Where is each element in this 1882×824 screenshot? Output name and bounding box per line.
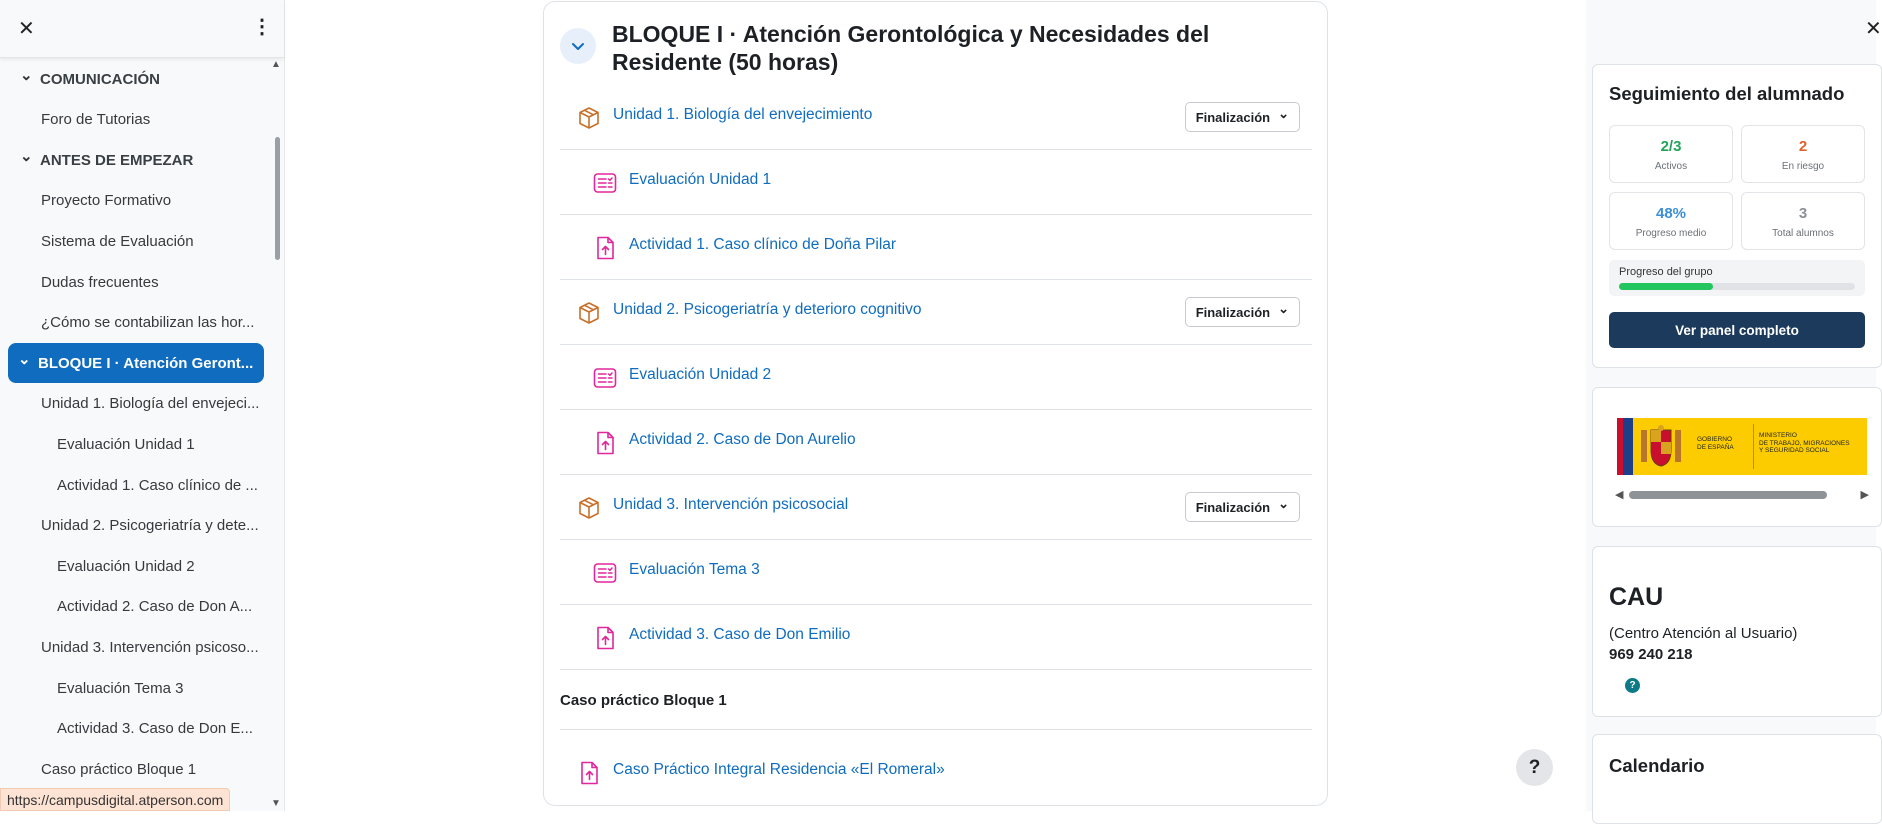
scroll-left-arrow-icon[interactable]: ◀ [1615,489,1624,501]
subsection-title: Caso práctico Bloque 1 [560,692,727,709]
quiz-icon[interactable] [592,365,618,391]
chevron-down-icon[interactable]: ⌄ [18,351,31,369]
activity-link[interactable]: Unidad 1. Biología del envejecimiento [613,106,873,123]
activity-row [560,475,1312,540]
nav-item-label: Sistema de Evaluación [41,232,194,250]
course-section-item[interactable] [0,140,272,180]
completion-label: Finalización [1195,304,1271,320]
assignment-upload-icon[interactable] [592,430,618,456]
nav-item-label: Caso práctico Bloque 1 [41,760,197,778]
activity-link[interactable]: Caso Práctico Integral Residencia «El Romeral» [613,761,945,778]
activity-row [560,85,1312,150]
activity-link[interactable]: Actividad 3. Caso de Don Emilio [629,626,851,643]
quiz-icon[interactable] [592,170,618,196]
progress-fill [1619,283,1713,290]
activity-link[interactable]: Actividad 1. Caso clínico de Doña Pilar [629,236,897,253]
course-index-item[interactable] [0,262,272,302]
chevron-down-icon [570,38,586,54]
nav-item-label: Proyecto Formativo [41,192,172,210]
collapse-section-button[interactable] [560,28,596,64]
blocks-drawer [1586,0,1882,811]
stat-label: Total alumnos [1772,228,1834,239]
stat-card [1609,125,1733,183]
course-index-item[interactable] [0,506,272,546]
completion-label: Finalización [1195,499,1271,515]
course-index-drawer [0,0,285,811]
quiz-icon[interactable] [592,560,618,586]
nav-item-label: COMUNICACIÓN [40,70,160,88]
activity-row [560,740,1312,805]
chevron-down-icon: ⌄ [1278,106,1289,121]
course-section-item[interactable] [0,59,272,99]
group-progress [1609,260,1865,296]
assignment-upload-icon[interactable] [592,235,618,261]
chevron-down-icon[interactable]: ⌄ [20,67,33,84]
activity-row [560,280,1312,345]
nav-item-label: ANTES DE EMPEZAR [40,151,194,169]
activity-link[interactable]: Unidad 2. Psicogeriatría y deterioro cognitivo [613,301,922,318]
course-index-item[interactable] [0,424,272,464]
stat-value: 2/3 [1660,138,1682,155]
eu-flag-stripe [1623,418,1633,475]
stat-label: En riesgo [1781,161,1825,172]
stat-card [1609,192,1733,250]
horizontal-scrollbar[interactable] [1615,488,1869,502]
scrollbar-thumb[interactable] [1629,491,1827,499]
nav-item-label: Evaluación Tema 3 [57,679,184,697]
cau-title: CAU [1609,583,1664,611]
nav-item-label: Dudas frecuentes [41,273,159,291]
course-index-item[interactable] [0,546,272,586]
logo-text-gobierno: GOBIERNO DE ESPAÑA [1697,436,1734,451]
divider [560,729,1312,730]
section-card [543,1,1328,806]
calendar-block [1592,734,1882,824]
calendar-title: Calendario [1609,755,1705,776]
package-icon[interactable] [576,495,602,521]
course-index-item[interactable] [0,465,272,505]
coat-of-arms-icon [1637,424,1685,470]
course-index-item[interactable] [0,668,272,708]
course-index-item[interactable] [0,627,272,667]
stat-value: 3 [1798,205,1808,222]
section-title: BLOQUE I · Atención Gerontológica y Necesidades del Residente (50 horas) [612,21,1210,75]
stat-card [1741,192,1865,250]
scroll-down-arrow-icon[interactable]: ▼ [271,798,281,809]
completion-label: Finalización [1195,109,1271,125]
close-drawer-icon[interactable]: ✕ [18,18,35,40]
package-icon[interactable] [576,300,602,326]
activity-row [560,215,1312,280]
logo-text-ministerio: MINISTERIO DE TRABAJO, MIGRACIONES Y SEGURIDAD SOCIAL [1759,432,1850,454]
progress-label: Progreso del grupo [1619,266,1713,278]
help-icon[interactable]: ? [1625,678,1640,693]
nav-item-label: Unidad 1. Biología del envejeci... [41,395,260,413]
chevron-down-icon[interactable]: ⌄ [20,148,33,166]
close-blocks-icon[interactable]: ✕ [1865,18,1882,40]
course-section-item-active[interactable] [8,343,264,383]
activity-link[interactable]: Evaluación Unidad 1 [629,171,772,188]
activity-link[interactable]: Evaluación Tema 3 [629,561,760,578]
cau-block [1592,546,1882,717]
course-index-item[interactable] [0,749,272,789]
course-index-item[interactable] [0,100,272,140]
activity-link[interactable]: Evaluación Unidad 2 [629,366,772,383]
nav-item-label: Actividad 2. Caso de Don A... [57,598,253,616]
tracking-block [1592,64,1882,368]
stat-value: 2 [1798,138,1808,155]
cau-phone: 969 240 218 [1609,646,1693,663]
nav-item-label: Unidad 3. Intervención psicoso... [41,638,259,656]
nav-item-label: Foro de Tutorias [41,111,151,129]
assignment-upload-icon[interactable] [576,760,602,786]
completion-dropdown-button[interactable] [1185,492,1300,522]
status-bar-url: https://campusdigital.atperson.com [0,788,230,811]
more-options-icon[interactable]: ⋮ [252,16,272,38]
nav-item-label: Actividad 1. Caso clínico de ... [57,476,258,494]
nav-item-label: ¿Cómo se contabilizan las hor... [41,314,255,332]
progress-track [1619,283,1855,290]
course-index-item[interactable] [0,709,272,749]
nav-item-label: Evaluación Unidad 1 [57,435,195,453]
completion-dropdown-button[interactable] [1185,102,1300,132]
activity-row [560,410,1312,475]
assignment-upload-icon[interactable] [592,625,618,651]
activity-link[interactable]: Actividad 2. Caso de Don Aurelio [629,431,856,448]
view-full-panel-button[interactable]: Ver panel completo [1609,312,1865,348]
logo-divider [1753,424,1754,469]
activity-row [560,150,1312,215]
drawer-header [0,0,284,58]
course-index-item[interactable] [0,587,272,627]
course-index-item[interactable] [0,384,272,424]
chevron-down-icon: ⌄ [1278,301,1289,316]
course-index-item[interactable] [0,303,272,343]
course-index-item[interactable] [0,181,272,221]
drawer-scrollbar[interactable] [275,137,280,260]
stat-card [1741,125,1865,183]
activity-link[interactable]: Unidad 3. Intervención psicosocial [613,496,849,513]
stat-label: Progreso medio [1635,228,1707,239]
nav-item-label: Unidad 2. Psicogeriatría y dete... [41,517,259,535]
chevron-down-icon: ⌄ [1278,496,1289,511]
activity-row [560,605,1312,670]
scroll-up-arrow-icon[interactable]: ▲ [271,59,281,70]
course-index-item[interactable] [0,221,272,261]
nav-item-label: Actividad 3. Caso de Don E... [57,720,253,738]
completion-dropdown-button[interactable] [1185,297,1300,327]
package-icon[interactable] [576,105,602,131]
activity-row [560,540,1312,605]
help-button[interactable]: ? [1516,749,1553,786]
stat-label: Activos [1654,161,1688,172]
logo-block [1592,387,1882,527]
gobierno-espana-logo[interactable] [1617,418,1867,475]
tracking-title: Seguimiento del alumnado [1609,83,1845,104]
nav-item-label: Evaluación Unidad 2 [57,557,195,575]
scroll-right-arrow-icon[interactable]: ▶ [1860,489,1869,501]
cau-subtitle: (Centro Atención al Usuario) [1609,625,1798,642]
nav-item-label: BLOQUE I · Atención Geront... [38,354,254,372]
activity-row [560,345,1312,410]
stat-value: 48% [1655,205,1687,222]
